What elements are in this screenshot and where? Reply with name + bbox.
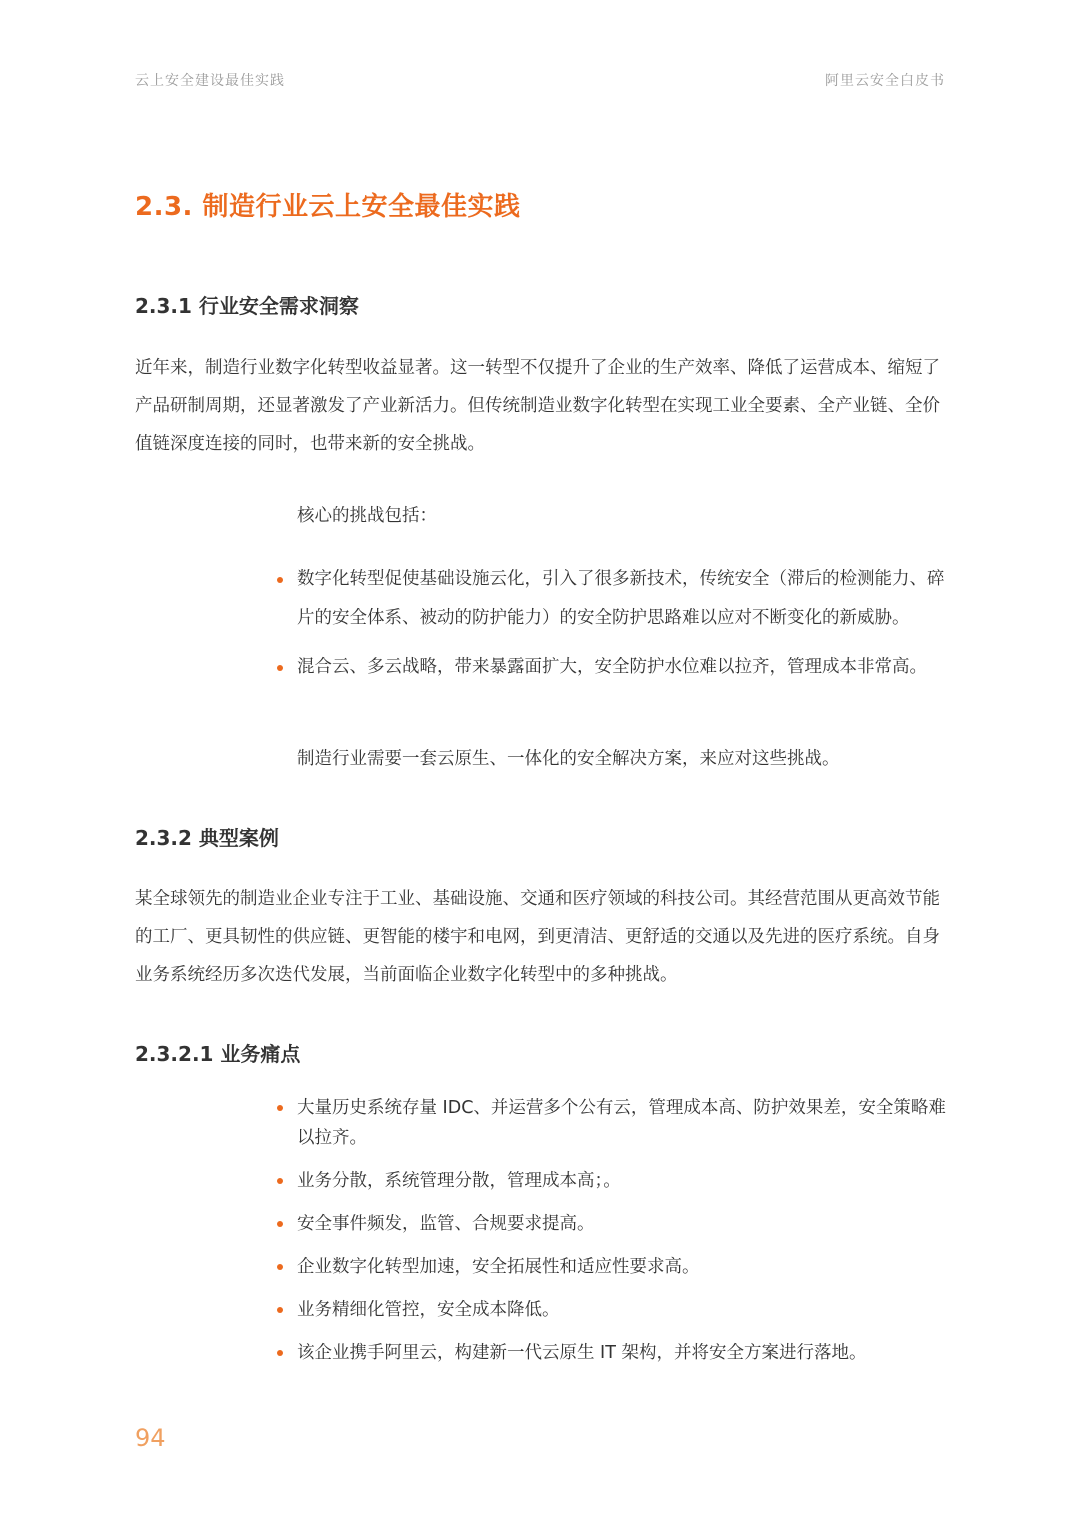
list-item xyxy=(297,1209,947,1239)
bullet-dot-icon xyxy=(277,577,283,583)
list-item xyxy=(297,560,947,638)
list-item-text: 该企业携手阿里云，构建新一代云原生 IT 架构，并将安全方案进行落地。 xyxy=(297,1343,867,1363)
page-number: 94 xyxy=(135,1424,166,1452)
bullet-dot-icon xyxy=(277,665,283,671)
list-item xyxy=(297,1166,947,1196)
list-item-text: 大量历史系统存量 IDC、并运营多个公有云，管理成本高、防护效果差，安全策略难以拉齐。 xyxy=(297,1098,946,1148)
bullet-dot-icon xyxy=(277,1307,283,1313)
list-item-text: 数字化转型促使基础设施云化，引入了很多新技术，传统安全（滞后的检测能力、碎片的安全体系、被动的防护能力）的安全防护思路难以应对不断变化的新威胁。 xyxy=(297,569,945,628)
challenge-list xyxy=(297,560,947,687)
bullet-dot-icon xyxy=(277,1221,283,1227)
conclusion-text: 制造行业需要一套云原生、一体化的安全解决方案，来应对这些挑战。 xyxy=(297,749,840,769)
industry-intro-paragraph: 近年来，制造行业数字化转型收益显著。这一转型不仅提升了企业的生产效率、降低了运营成本、缩短了产品研制周期，还显著激发了产业新活力。但传统制造业数字化转型在实现工业全要素、全产业链、全价值链深度连接的同时，也带来新的安全挑战。 xyxy=(135,358,940,454)
list-item xyxy=(297,648,947,687)
bullet-dot-icon xyxy=(277,1178,283,1184)
case-intro-paragraph: 某全球领先的制造业企业专注于工业、基础设施、交通和医疗领域的科技公司。其经营范围从更高效节能的工厂、更具韧性的供应链、更智能的楼宇和电网，到更清洁、更舒适的交通以及先进的医疗系统。自身业务系统经历多次迭代发展，当前面临企业数字化转型中的多种挑战。 xyxy=(135,889,940,985)
section-title: 2.3. 制造行业云上安全最佳实践 xyxy=(135,192,521,222)
list-item xyxy=(297,1338,947,1368)
subsection-title-2-3-2: 2.3.2 典型案例 xyxy=(135,826,279,850)
list-item-text: 业务精细化管控，安全成本降低。 xyxy=(297,1300,560,1320)
bullet-dot-icon xyxy=(277,1350,283,1356)
subsection-title-2-3-2-1: 2.3.2.1 业务痛点 xyxy=(135,1042,301,1066)
subsection-title-2-3-1: 2.3.1 行业安全需求洞察 xyxy=(135,294,359,318)
list-item xyxy=(297,1252,947,1282)
core-challenges-label: 核心的挑战包括： xyxy=(297,506,437,526)
list-item-text: 企业数字化转型加速，安全拓展性和适应性要求高。 xyxy=(297,1257,700,1277)
list-item-text: 混合云、多云战略，带来暴露面扩大，安全防护水位难以拉齐，管理成本非常高。 xyxy=(297,657,927,677)
running-header-left: 云上安全建设最佳实践 xyxy=(135,73,285,89)
pain-points-list xyxy=(297,1093,947,1368)
list-item xyxy=(297,1295,947,1325)
list-item xyxy=(297,1093,947,1153)
running-header-right: 阿里云安全白皮书 xyxy=(825,73,945,89)
bullet-dot-icon xyxy=(277,1105,283,1111)
list-item-text: 安全事件频发，监管、合规要求提高。 xyxy=(297,1214,595,1234)
list-item-text: 业务分散，系统管理分散，管理成本高；。 xyxy=(297,1171,621,1191)
bullet-dot-icon xyxy=(277,1264,283,1270)
